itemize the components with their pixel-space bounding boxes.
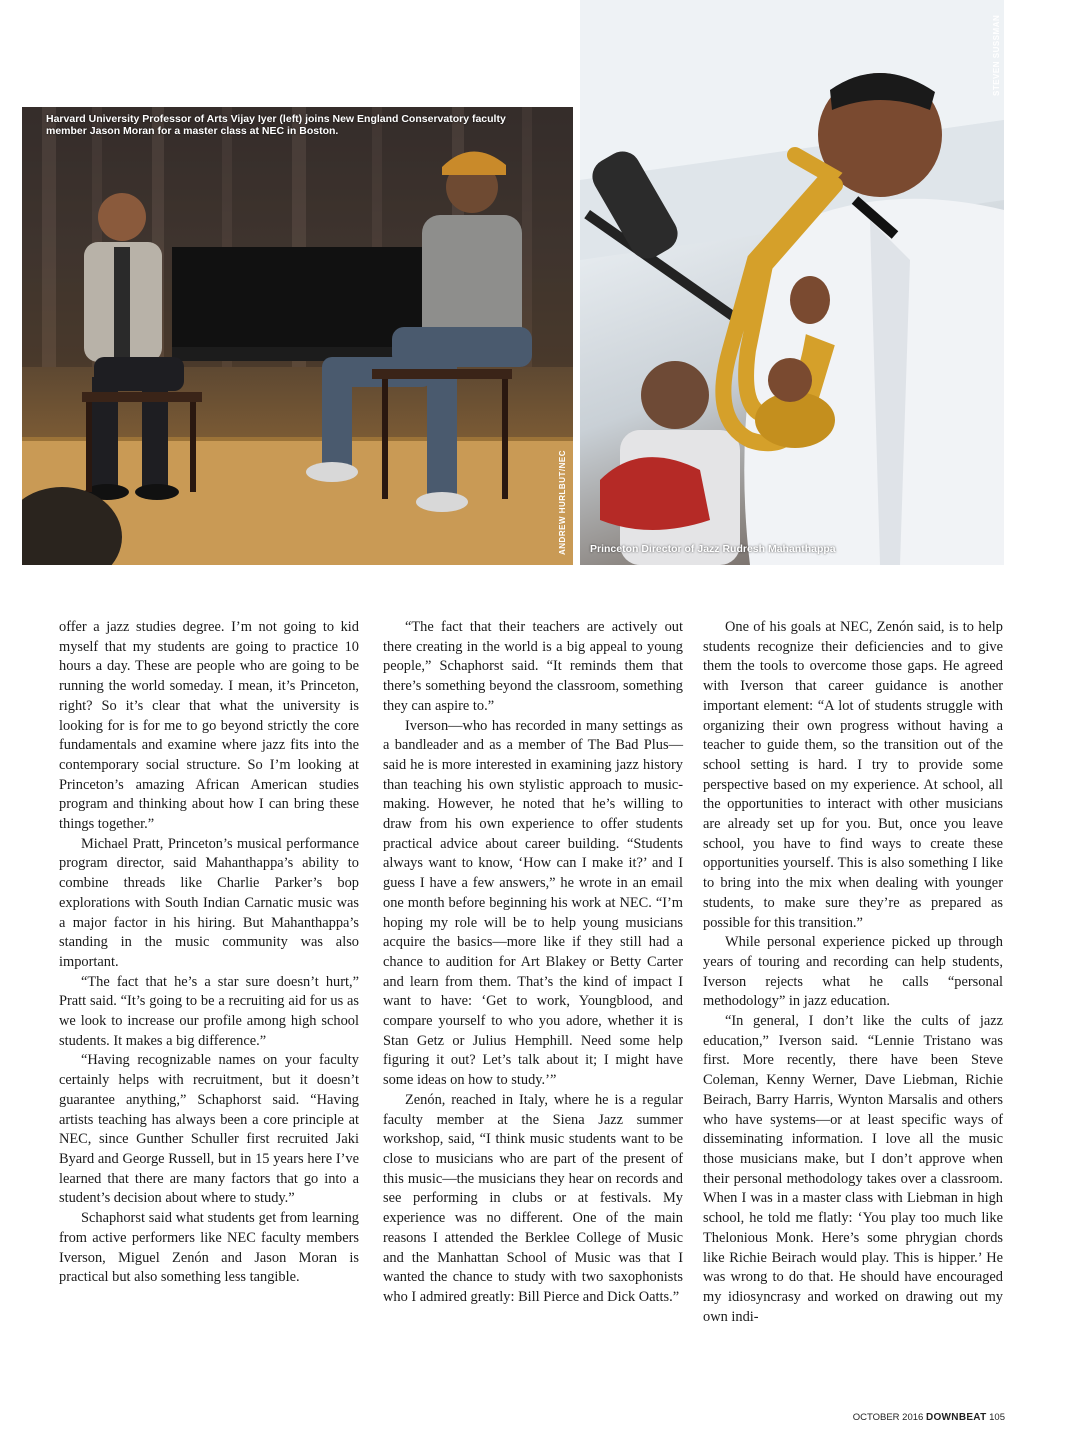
paragraph: “The fact that their teachers are actively out there creating in the world is a big appeal to young people,” Schaphorst said. “It reminds them that there’s something beyond the classroom, something they can aspire to.”	[383, 619, 683, 714]
photo-credit-right: STEVEN SUSSMAN	[992, 14, 1001, 96]
article-column-2	[383, 618, 683, 1308]
paragraph: While personal experience picked up through years of touring and recording can help students, Iverson rejects what he calls “personal methodology” in jazz education.	[703, 934, 1003, 1010]
paragraph: Zenón, reached in Italy, where he is a regular faculty member at the Siena Jazz summer workshop, said, “I think music students want to be close to musicians who are part of the present of this music—the musicians they hear on records and see performing in clubs or at festivals. My experience was no different. One of the main reasons I attended the Berklee College of Music and the Manhattan School of Music was that I wanted the chance to study with two saxophonists who I admired greatly: Bill Pierce and Dick Oatts.”	[383, 1091, 683, 1305]
page-footer	[830, 1412, 1005, 1423]
issue-date: OCTOBER 2016	[852, 1412, 924, 1423]
photo-caption-right: Princeton Director of Jazz Rudresh Mahanthappa	[590, 543, 836, 555]
photo-saxophonist-illustration	[580, 0, 1004, 565]
paragraph: Iverson—who has recorded in many settings as a bandleader and as a member of The Bad Plus—said he is more interested in examining jazz history than teaching his own stylistic approach to music-making. However, he noted that he’s willing to draw from his own experience to offer students practical advice about career building. “Students always want to know, ‘How can I make it?’ and I guess I have a few answers,” he wrote in an email one month before beginning his work at NEC. “I’m hoping my role will be to help young musicians acquire the basics—more like if they still had a chance to audition for Art Blakey or Betty Carter and learn from them. That’s the kind of impact I want to have: ‘Get to work, Youngblood, and compare yourself to who you adore, whether it is Stan Getz or Julius Hemphill. Need some help figuring it out? Let’s talk about it; I might have some ideas on how to study.’”	[383, 717, 683, 1089]
paragraph: Michael Pratt, Princeton’s musical performance program director, said Mahanthappa’s ability to combine threads like Charlie Parker’s bop explorations with South Indian Carnatic music was a major factor in his hiring. But Mahanthappa’s standing in the music community was also important.	[59, 835, 359, 970]
paragraph: “In general, I don’t like the cults of jazz education,” Iverson said. “Lennie Tristano was first. More recently, there have been Steve Coleman, Kenny Werner, Dave Liebman, Richie Beirach, Barry Harris, Wynton Marsalis and others who have systems—or at least specific ways of disseminating information. I love all the music those musicians make, but I don’t approve when their personal methodology takes over a classroom. When I was in a master class with Liebman in high school, he told me flatly: ‘You play too much like Thelonious Monk. Here’s some phrygian chords like Richie Beirach would play. This is hipper.’ He was wrong to do that. He should have encouraged my idiosyncrasy and worked on drawing out my own indi-	[703, 1013, 1003, 1325]
paragraph: “The fact that he’s a star sure doesn’t hurt,” Pratt said. “It’s going to be a recruiting aid for us as we look to increase our profile among high school students. It makes a big difference.”	[59, 973, 359, 1049]
photo-saxophonist	[580, 0, 1004, 565]
paragraph: offer a jazz studies degree. I’m not going to kid myself that my students are going to practice 10 hours a day. These are people who are going to be running the world someday. I mean, it’s Princeton, right? So it’s clear that what the university is looking for is for me to go beyond strictly the core fundamentals and examine where jazz fits into the contemporary social structure. So I’m looking at Princeton’s amazing African American studies program and thinking about how I can bring these things together.”	[59, 619, 359, 833]
photo-master-class-illustration	[22, 107, 573, 565]
paragraph: “Having recognizable names on your faculty certainly helps with recruitment, but it doesn’t guarantee anything,” Schaphorst said. “Having artists teaching has always been a core principle at NEC, since Gunther Schuller first recruited Jaki Byard and George Russell, but in 15 years here I’ve learned that there are many factors that go into a student’s decision about where to study.”	[59, 1052, 359, 1207]
magazine-brand: DOWNBEAT	[925, 1412, 987, 1423]
paragraph: Schaphorst said what students get from learning from active performers like NEC faculty members Iverson, Miguel Zenón and Jason Moran is practical but also something less tangible.	[59, 1210, 359, 1286]
article-column-1	[59, 618, 359, 1288]
photo-credit-left: ANDREW HURLBUT/NEC	[558, 450, 567, 555]
page-number: 105	[989, 1412, 1005, 1423]
photo-master-class	[22, 107, 573, 565]
photo-caption-left: Harvard University Professor of Arts Vijay Iyer (left) joins New England Conservatory faculty member Jason Moran for a master class at NEC in Boston.	[46, 113, 506, 137]
article-column-3	[703, 618, 1003, 1327]
paragraph: One of his goals at NEC, Zenón said, is to help students recognize their deficiencies and to give them the tools to overcome those gaps. He agreed with Iverson that career guidance is another important element: “A lot of students struggle with organizing their own progress without having a teacher to guide them, so the transition out of the school setting is hard. I try to provide some perspective based on my experience. At school, all the opportunities to interact with other musicians are already set up for you. But, once you leave school, you have to find ways to create these opportunities yourself. This is also something I like to bring into the mix when dealing with younger students, to make sure they’re as prepared as possible for this transition.”	[703, 619, 1003, 931]
